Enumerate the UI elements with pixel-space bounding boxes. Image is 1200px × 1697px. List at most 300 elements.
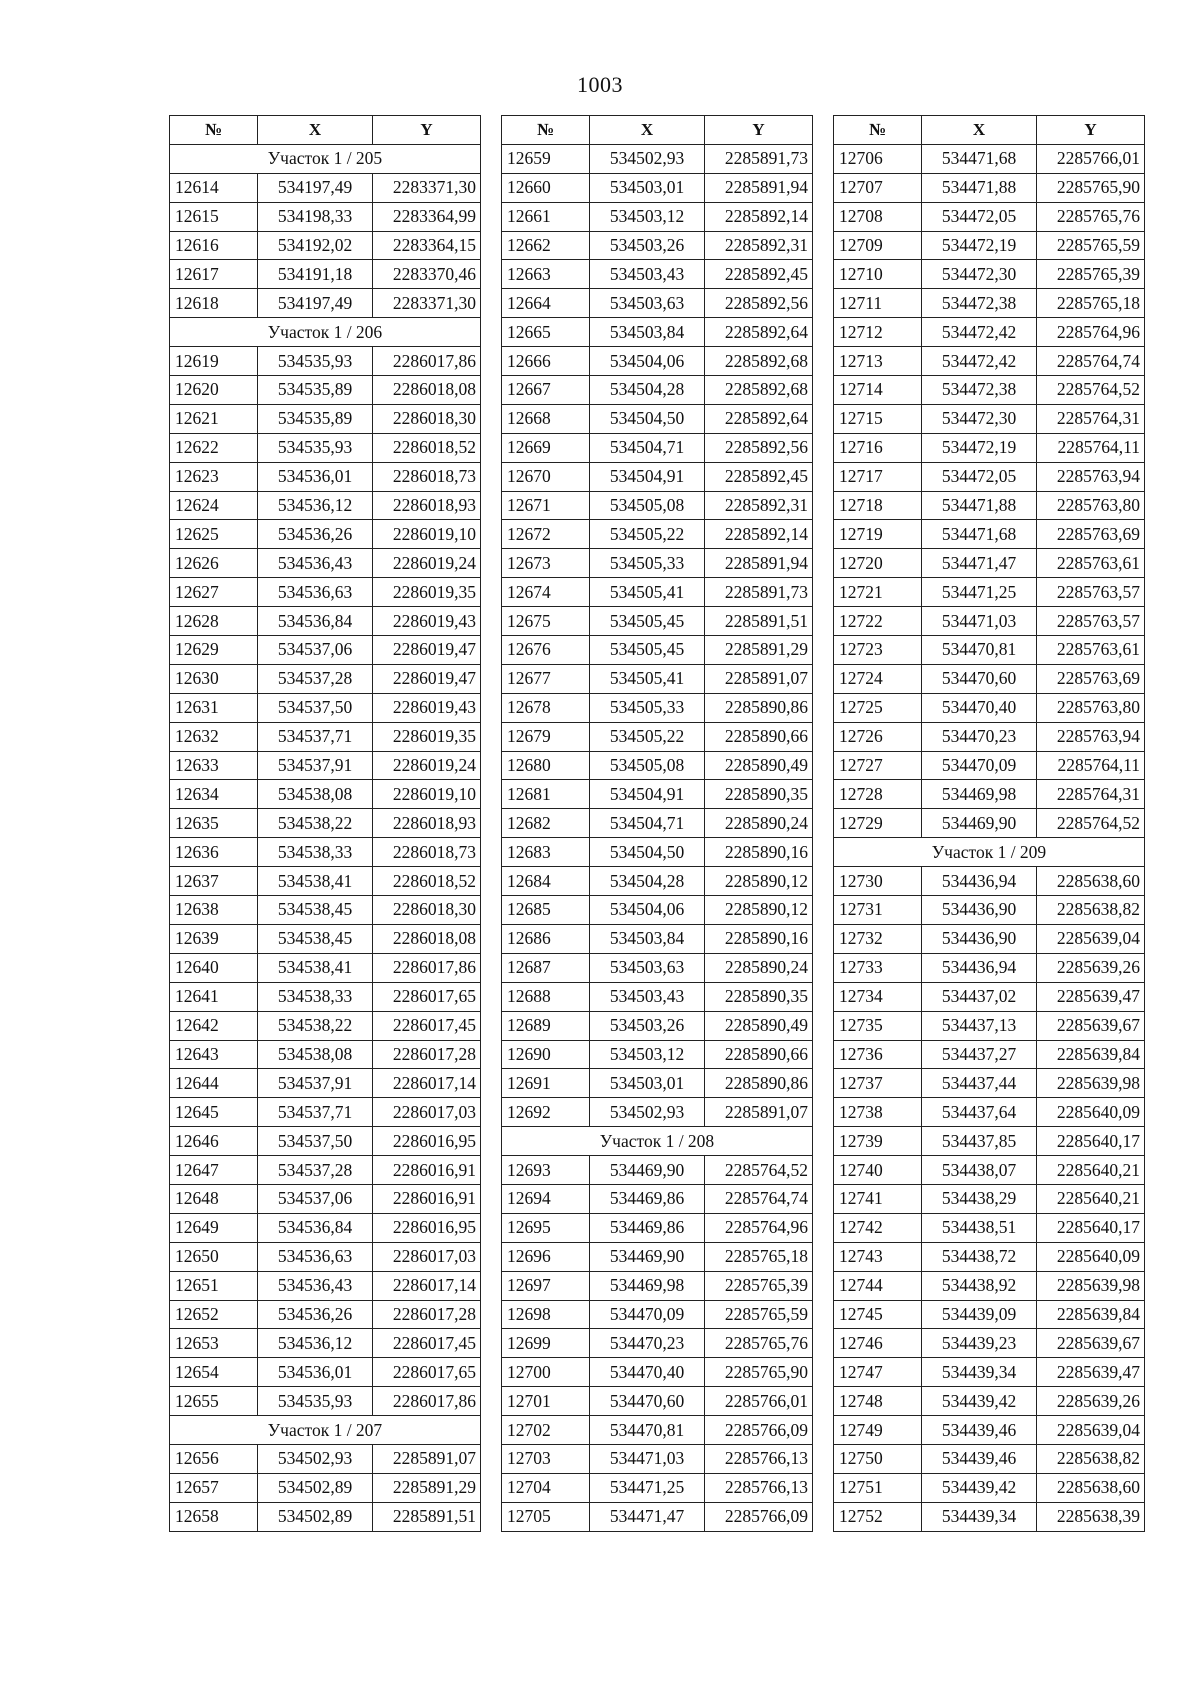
y-coordinate-cell: 2286017,86 (373, 953, 481, 982)
table-row (834, 347, 1145, 376)
x-coordinate-cell: 534503,63 (590, 289, 705, 318)
y-coordinate-cell: 2285765,18 (705, 1242, 813, 1271)
table-row (834, 404, 1145, 433)
point-number-cell: 12621 (170, 404, 258, 433)
y-coordinate-cell: 2283370,46 (373, 260, 481, 289)
x-coordinate-cell: 534470,09 (590, 1300, 705, 1329)
table-row (502, 896, 813, 925)
y-coordinate-cell: 2285890,35 (705, 780, 813, 809)
point-number-cell: 12709 (834, 231, 922, 260)
y-coordinate-cell: 2285639,26 (1037, 1387, 1145, 1416)
x-coordinate-cell: 534471,25 (590, 1473, 705, 1502)
x-coordinate-cell: 534537,28 (258, 664, 373, 693)
y-coordinate-cell: 2285891,51 (373, 1502, 481, 1531)
y-coordinate-cell: 2285764,74 (705, 1184, 813, 1213)
table-row (834, 1358, 1145, 1387)
table-row (170, 260, 481, 289)
y-coordinate-cell: 2286017,28 (373, 1040, 481, 1069)
table-row (834, 751, 1145, 780)
point-number-cell: 12718 (834, 491, 922, 520)
table-body (170, 144, 481, 1531)
header-y: Y (1037, 116, 1145, 145)
table-row (170, 1387, 481, 1416)
table-row (502, 144, 813, 173)
table-row (170, 347, 481, 376)
table-row (170, 1040, 481, 1069)
point-number-cell: 12697 (502, 1271, 590, 1300)
point-number-cell: 12628 (170, 607, 258, 636)
table-row (170, 1098, 481, 1127)
y-coordinate-cell: 2285891,29 (373, 1473, 481, 1502)
x-coordinate-cell: 534439,46 (922, 1444, 1037, 1473)
y-coordinate-cell: 2285764,52 (1037, 809, 1145, 838)
header-x: X (590, 116, 705, 145)
x-coordinate-cell: 534535,93 (258, 433, 373, 462)
point-number-cell: 12662 (502, 231, 590, 260)
y-coordinate-cell: 2286019,24 (373, 751, 481, 780)
x-coordinate-cell: 534472,42 (922, 318, 1037, 347)
x-coordinate-cell: 534503,26 (590, 1011, 705, 1040)
point-number-cell: 12747 (834, 1358, 922, 1387)
table-row (170, 1300, 481, 1329)
point-number-cell: 12719 (834, 520, 922, 549)
y-coordinate-cell: 2285640,21 (1037, 1156, 1145, 1185)
point-number-cell: 12742 (834, 1213, 922, 1242)
point-number-cell: 12687 (502, 953, 590, 982)
x-coordinate-cell: 534536,63 (258, 1242, 373, 1271)
y-coordinate-cell: 2286018,30 (373, 896, 481, 925)
y-coordinate-cell: 2285763,69 (1037, 520, 1145, 549)
y-coordinate-cell: 2286018,93 (373, 491, 481, 520)
point-number-cell: 12667 (502, 376, 590, 405)
table-row (170, 1011, 481, 1040)
y-coordinate-cell: 2286019,10 (373, 520, 481, 549)
point-number-cell: 12723 (834, 636, 922, 665)
y-coordinate-cell: 2285639,47 (1037, 1358, 1145, 1387)
x-coordinate-cell: 534505,08 (590, 751, 705, 780)
point-number-cell: 12643 (170, 1040, 258, 1069)
table-row (834, 1329, 1145, 1358)
point-number-cell: 12649 (170, 1213, 258, 1242)
point-number-cell: 12751 (834, 1473, 922, 1502)
y-coordinate-cell: 2286018,73 (373, 838, 481, 867)
x-coordinate-cell: 534469,98 (922, 780, 1037, 809)
y-coordinate-cell: 2285764,74 (1037, 347, 1145, 376)
y-coordinate-cell: 2285890,24 (705, 953, 813, 982)
point-number-cell: 12715 (834, 404, 922, 433)
y-coordinate-cell: 2285890,12 (705, 867, 813, 896)
section-title: Участок 1 / 206 (170, 318, 481, 347)
x-coordinate-cell: 534505,33 (590, 549, 705, 578)
x-coordinate-cell: 534470,40 (922, 693, 1037, 722)
x-coordinate-cell: 534538,45 (258, 924, 373, 953)
x-coordinate-cell: 534537,91 (258, 751, 373, 780)
table-body (834, 144, 1145, 1531)
y-coordinate-cell: 2283371,30 (373, 289, 481, 318)
table-row (502, 231, 813, 260)
point-number-cell: 12658 (170, 1502, 258, 1531)
header-number: № (834, 116, 922, 145)
header-x: X (922, 116, 1037, 145)
x-coordinate-cell: 534535,93 (258, 1387, 373, 1416)
x-coordinate-cell: 534437,02 (922, 982, 1037, 1011)
table-row (170, 664, 481, 693)
table-row (170, 751, 481, 780)
y-coordinate-cell: 2285890,49 (705, 751, 813, 780)
point-number-cell: 12746 (834, 1329, 922, 1358)
y-coordinate-cell: 2285639,98 (1037, 1271, 1145, 1300)
y-coordinate-cell: 2285765,39 (1037, 260, 1145, 289)
point-number-cell: 12683 (502, 838, 590, 867)
table-row (834, 520, 1145, 549)
point-number-cell: 12626 (170, 549, 258, 578)
y-coordinate-cell: 2286017,28 (373, 1300, 481, 1329)
y-coordinate-cell: 2285763,94 (1037, 722, 1145, 751)
x-coordinate-cell: 534503,43 (590, 982, 705, 1011)
y-coordinate-cell: 2285765,18 (1037, 289, 1145, 318)
point-number-cell: 12653 (170, 1329, 258, 1358)
x-coordinate-cell: 534538,41 (258, 953, 373, 982)
point-number-cell: 12699 (502, 1329, 590, 1358)
point-number-cell: 12722 (834, 607, 922, 636)
point-number-cell: 12655 (170, 1387, 258, 1416)
point-number-cell: 12750 (834, 1444, 922, 1473)
table-row (502, 376, 813, 405)
x-coordinate-cell: 534504,91 (590, 462, 705, 491)
point-number-cell: 12706 (834, 144, 922, 173)
x-coordinate-cell: 534536,26 (258, 1300, 373, 1329)
table-row (170, 491, 481, 520)
x-coordinate-cell: 534538,08 (258, 1040, 373, 1069)
table-row (170, 982, 481, 1011)
point-number-cell: 12733 (834, 953, 922, 982)
point-number-cell: 12642 (170, 1011, 258, 1040)
table-row (502, 462, 813, 491)
table-row (502, 1502, 813, 1531)
table-row (502, 1098, 813, 1127)
point-number-cell: 12669 (502, 433, 590, 462)
table-row (502, 1444, 813, 1473)
y-coordinate-cell: 2286017,65 (373, 1358, 481, 1387)
table-row (502, 1242, 813, 1271)
y-coordinate-cell: 2285890,16 (705, 838, 813, 867)
point-number-cell: 12729 (834, 809, 922, 838)
table-row (834, 173, 1145, 202)
point-number-cell: 12702 (502, 1416, 590, 1445)
table-row (170, 376, 481, 405)
x-coordinate-cell: 534502,89 (258, 1502, 373, 1531)
x-coordinate-cell: 534502,93 (590, 144, 705, 173)
x-coordinate-cell: 534505,22 (590, 722, 705, 751)
point-number-cell: 12714 (834, 376, 922, 405)
table-row (170, 838, 481, 867)
x-coordinate-cell: 534538,08 (258, 780, 373, 809)
x-coordinate-cell: 534537,91 (258, 1069, 373, 1098)
section-title: Участок 1 / 207 (170, 1416, 481, 1445)
point-number-cell: 12739 (834, 1127, 922, 1156)
table-row (834, 578, 1145, 607)
table-row (170, 202, 481, 231)
x-coordinate-cell: 534536,84 (258, 607, 373, 636)
y-coordinate-cell: 2285639,84 (1037, 1040, 1145, 1069)
table-row (834, 896, 1145, 925)
table-row (170, 404, 481, 433)
x-coordinate-cell: 534436,94 (922, 867, 1037, 896)
section-title: Участок 1 / 209 (834, 838, 1145, 867)
point-number-cell: 12700 (502, 1358, 590, 1387)
point-number-cell: 12685 (502, 896, 590, 925)
table-row (502, 780, 813, 809)
table-row (502, 1040, 813, 1069)
section-header-row (170, 1416, 481, 1445)
point-number-cell: 12731 (834, 896, 922, 925)
table-row (834, 260, 1145, 289)
x-coordinate-cell: 534439,34 (922, 1358, 1037, 1387)
point-number-cell: 12664 (502, 289, 590, 318)
y-coordinate-cell: 2285890,66 (705, 722, 813, 751)
table-row (170, 1156, 481, 1185)
y-coordinate-cell: 2285891,94 (705, 173, 813, 202)
point-number-cell: 12705 (502, 1502, 590, 1531)
header-x: X (258, 116, 373, 145)
point-number-cell: 12681 (502, 780, 590, 809)
point-number-cell: 12680 (502, 751, 590, 780)
point-number-cell: 12622 (170, 433, 258, 462)
y-coordinate-cell: 2285892,31 (705, 231, 813, 260)
y-coordinate-cell: 2285763,80 (1037, 693, 1145, 722)
y-coordinate-cell: 2285640,09 (1037, 1098, 1145, 1127)
x-coordinate-cell: 534198,33 (258, 202, 373, 231)
x-coordinate-cell: 534535,89 (258, 404, 373, 433)
y-coordinate-cell: 2285891,07 (373, 1444, 481, 1473)
point-number-cell: 12720 (834, 549, 922, 578)
y-coordinate-cell: 2285765,90 (705, 1358, 813, 1387)
table-row (502, 318, 813, 347)
y-coordinate-cell: 2283364,99 (373, 202, 481, 231)
table-row (502, 607, 813, 636)
point-number-cell: 12716 (834, 433, 922, 462)
x-coordinate-cell: 534535,89 (258, 376, 373, 405)
table-row (170, 1502, 481, 1531)
y-coordinate-cell: 2286019,10 (373, 780, 481, 809)
point-number-cell: 12616 (170, 231, 258, 260)
table-header-row (170, 116, 481, 145)
table-row (170, 1184, 481, 1213)
point-number-cell: 12710 (834, 260, 922, 289)
x-coordinate-cell: 534503,84 (590, 318, 705, 347)
point-number-cell: 12651 (170, 1271, 258, 1300)
point-number-cell: 12749 (834, 1416, 922, 1445)
y-coordinate-cell: 2285765,39 (705, 1271, 813, 1300)
y-coordinate-cell: 2285763,57 (1037, 578, 1145, 607)
y-coordinate-cell: 2285764,52 (1037, 376, 1145, 405)
x-coordinate-cell: 534536,26 (258, 520, 373, 549)
y-coordinate-cell: 2285892,68 (705, 376, 813, 405)
point-number-cell: 12741 (834, 1184, 922, 1213)
table-row (170, 1127, 481, 1156)
table-row (170, 953, 481, 982)
y-coordinate-cell: 2285890,86 (705, 693, 813, 722)
y-coordinate-cell: 2285640,09 (1037, 1242, 1145, 1271)
y-coordinate-cell: 2285763,69 (1037, 664, 1145, 693)
coordinates-table-3 (833, 115, 1145, 1532)
table-header-row (502, 116, 813, 145)
point-number-cell: 12738 (834, 1098, 922, 1127)
x-coordinate-cell: 534470,40 (590, 1358, 705, 1387)
y-coordinate-cell: 2286018,52 (373, 433, 481, 462)
point-number-cell: 12691 (502, 1069, 590, 1098)
x-coordinate-cell: 534191,18 (258, 260, 373, 289)
x-coordinate-cell: 534503,12 (590, 1040, 705, 1069)
table-row (834, 722, 1145, 751)
x-coordinate-cell: 534472,42 (922, 347, 1037, 376)
x-coordinate-cell: 534537,06 (258, 636, 373, 665)
x-coordinate-cell: 534469,90 (590, 1242, 705, 1271)
y-coordinate-cell: 2286017,14 (373, 1271, 481, 1300)
y-coordinate-cell: 2285764,11 (1037, 433, 1145, 462)
header-number: № (170, 116, 258, 145)
table-row (502, 1011, 813, 1040)
y-coordinate-cell: 2285890,24 (705, 809, 813, 838)
point-number-cell: 12638 (170, 896, 258, 925)
x-coordinate-cell: 534439,34 (922, 1502, 1037, 1531)
table-row (502, 404, 813, 433)
x-coordinate-cell: 534472,30 (922, 404, 1037, 433)
table-row (502, 347, 813, 376)
point-number-cell: 12684 (502, 867, 590, 896)
table-row (170, 173, 481, 202)
x-coordinate-cell: 534502,93 (258, 1444, 373, 1473)
point-number-cell: 12627 (170, 578, 258, 607)
table-row (834, 1156, 1145, 1185)
point-number-cell: 12712 (834, 318, 922, 347)
table-body (502, 144, 813, 1531)
table-row (502, 636, 813, 665)
table-row (170, 1069, 481, 1098)
point-number-cell: 12748 (834, 1387, 922, 1416)
x-coordinate-cell: 534503,43 (590, 260, 705, 289)
x-coordinate-cell: 534536,01 (258, 462, 373, 491)
point-number-cell: 12704 (502, 1473, 590, 1502)
table-header-row (834, 116, 1145, 145)
y-coordinate-cell: 2285892,68 (705, 347, 813, 376)
x-coordinate-cell: 534192,02 (258, 231, 373, 260)
table-row (834, 144, 1145, 173)
y-coordinate-cell: 2285765,76 (705, 1329, 813, 1358)
y-coordinate-cell: 2285765,76 (1037, 202, 1145, 231)
y-coordinate-cell: 2285765,59 (705, 1300, 813, 1329)
x-coordinate-cell: 534471,88 (922, 173, 1037, 202)
x-coordinate-cell: 534504,71 (590, 809, 705, 838)
y-coordinate-cell: 2285891,73 (705, 144, 813, 173)
y-coordinate-cell: 2285639,04 (1037, 1416, 1145, 1445)
y-coordinate-cell: 2285639,84 (1037, 1300, 1145, 1329)
point-number-cell: 12647 (170, 1156, 258, 1185)
x-coordinate-cell: 534472,30 (922, 260, 1037, 289)
point-number-cell: 12620 (170, 376, 258, 405)
y-coordinate-cell: 2286017,14 (373, 1069, 481, 1098)
x-coordinate-cell: 534503,01 (590, 1069, 705, 1098)
point-number-cell: 12675 (502, 607, 590, 636)
table-row (502, 953, 813, 982)
point-number-cell: 12645 (170, 1098, 258, 1127)
point-number-cell: 12726 (834, 722, 922, 751)
y-coordinate-cell: 2285638,39 (1037, 1502, 1145, 1531)
table-row (502, 491, 813, 520)
point-number-cell: 12745 (834, 1300, 922, 1329)
table-row (834, 953, 1145, 982)
point-number-cell: 12635 (170, 809, 258, 838)
point-number-cell: 12734 (834, 982, 922, 1011)
y-coordinate-cell: 2285763,80 (1037, 491, 1145, 520)
x-coordinate-cell: 534503,01 (590, 173, 705, 202)
table-row (834, 491, 1145, 520)
point-number-cell: 12648 (170, 1184, 258, 1213)
table-row (502, 982, 813, 1011)
point-number-cell: 12735 (834, 1011, 922, 1040)
y-coordinate-cell: 2286016,95 (373, 1213, 481, 1242)
point-number-cell: 12646 (170, 1127, 258, 1156)
x-coordinate-cell: 534438,92 (922, 1271, 1037, 1300)
point-number-cell: 12696 (502, 1242, 590, 1271)
table-row (834, 1502, 1145, 1531)
table-row (502, 1329, 813, 1358)
x-coordinate-cell: 534504,28 (590, 867, 705, 896)
header-number: № (502, 116, 590, 145)
y-coordinate-cell: 2285766,01 (705, 1387, 813, 1416)
y-coordinate-cell: 2285764,31 (1037, 404, 1145, 433)
x-coordinate-cell: 534472,05 (922, 462, 1037, 491)
y-coordinate-cell: 2285764,96 (1037, 318, 1145, 347)
table-row (170, 578, 481, 607)
table-row (502, 664, 813, 693)
x-coordinate-cell: 534505,08 (590, 491, 705, 520)
table-row (502, 289, 813, 318)
table-row (834, 636, 1145, 665)
point-number-cell: 12695 (502, 1213, 590, 1242)
y-coordinate-cell: 2285892,56 (705, 433, 813, 462)
x-coordinate-cell: 534439,09 (922, 1300, 1037, 1329)
table-row (502, 549, 813, 578)
x-coordinate-cell: 534437,85 (922, 1127, 1037, 1156)
header-y: Y (705, 116, 813, 145)
y-coordinate-cell: 2285766,13 (705, 1444, 813, 1473)
point-number-cell: 12724 (834, 664, 922, 693)
table-row (170, 1271, 481, 1300)
section-header-row (170, 144, 481, 173)
y-coordinate-cell: 2286018,08 (373, 376, 481, 405)
table-row (834, 1098, 1145, 1127)
point-number-cell: 12671 (502, 491, 590, 520)
x-coordinate-cell: 534470,23 (590, 1329, 705, 1358)
point-number-cell: 12663 (502, 260, 590, 289)
table-row (834, 867, 1145, 896)
x-coordinate-cell: 534505,45 (590, 636, 705, 665)
y-coordinate-cell: 2285639,67 (1037, 1011, 1145, 1040)
y-coordinate-cell: 2285640,21 (1037, 1184, 1145, 1213)
section-header-row (834, 838, 1145, 867)
y-coordinate-cell: 2285763,94 (1037, 462, 1145, 491)
x-coordinate-cell: 534437,44 (922, 1069, 1037, 1098)
point-number-cell: 12617 (170, 260, 258, 289)
table-row (502, 578, 813, 607)
x-coordinate-cell: 534537,71 (258, 1098, 373, 1127)
y-coordinate-cell: 2285890,49 (705, 1011, 813, 1040)
x-coordinate-cell: 534503,63 (590, 953, 705, 982)
y-coordinate-cell: 2286019,43 (373, 693, 481, 722)
point-number-cell: 12707 (834, 173, 922, 202)
table-row (502, 520, 813, 549)
